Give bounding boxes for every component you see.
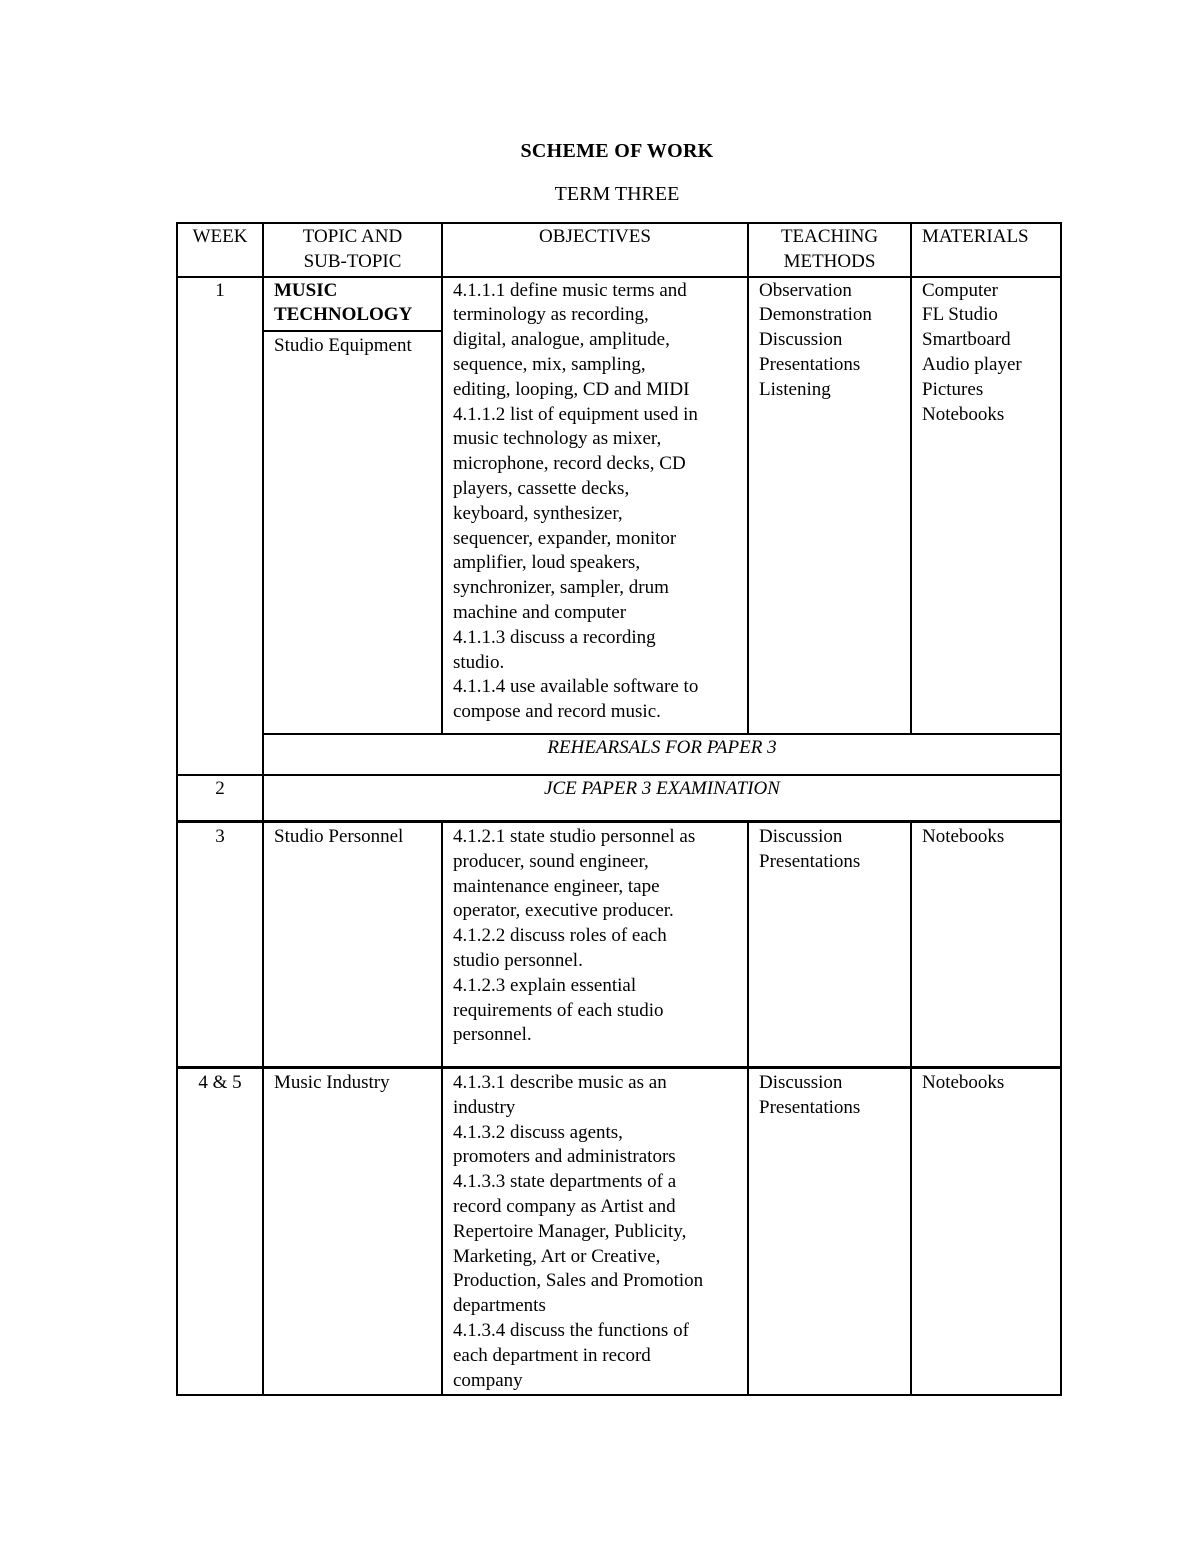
cell-line: 4.1.2.1 state studio personnel as [453, 825, 696, 847]
document-subtitle: TERM THREE [554, 183, 680, 205]
cell-line: 4.1.1.2 list of equipment used in [453, 403, 698, 425]
header-objectives: OBJECTIVES [442, 223, 748, 277]
cell-line: Presentations [759, 850, 861, 872]
header-topic [263, 223, 442, 277]
document-title: SCHEME OF WORK [520, 140, 714, 162]
cell-line: keyboard, synthesizer, [453, 502, 623, 524]
scheme-table [176, 222, 1062, 1396]
cell-line: company [453, 1369, 523, 1391]
cell-line: Discussion [759, 329, 843, 351]
header-methods-line1: TEACHING [780, 226, 879, 247]
cell-line: Listening [759, 378, 831, 400]
cell-line: personnel. [453, 1024, 532, 1046]
cell-line: each department in record [453, 1344, 651, 1366]
cell-line: Discussion [759, 825, 843, 847]
cell-line: 4.1.2.3 explain essential [453, 974, 637, 996]
header-methods-line2: METHODS [783, 250, 876, 272]
rehearsals-row [177, 734, 1061, 775]
methods-cell [748, 821, 911, 1067]
objectives-cell [442, 1067, 748, 1395]
cell-line: requirements of each studio [453, 999, 664, 1021]
materials-cell [911, 1067, 1061, 1395]
exam-note: JCE PAPER 3 EXAMINATION [263, 775, 1061, 822]
header-materials: MATERIALS [911, 223, 1061, 277]
table-row [177, 821, 1061, 1067]
cell-line: 4.1.2.2 discuss roles of each [453, 925, 667, 947]
cell-line: Production, Sales and Promotion [453, 1270, 704, 1292]
cell-line: maintenance engineer, tape [453, 875, 660, 897]
cell-line: record company as Artist and [453, 1195, 676, 1217]
table-row [177, 1067, 1061, 1395]
cell-line: compose and record music. [453, 701, 661, 723]
header-topic-line2: SUB-TOPIC [303, 250, 402, 272]
cell-line: Marketing, Art or Creative, [453, 1245, 661, 1267]
cell-line: promoters and administrators [453, 1146, 676, 1168]
cell-line: sequencer, expander, monitor [453, 527, 677, 549]
header-topic-line1: TOPIC AND [302, 226, 403, 247]
cell-line: producer, sound engineer, [453, 850, 649, 872]
topic-title-line1: MUSIC [274, 279, 338, 301]
cell-line: Presentations [759, 353, 861, 375]
cell-line: 4.1.3.1 describe music as an [453, 1071, 667, 1093]
topic-cell: Music Industry [263, 1067, 442, 1395]
exam-row [177, 775, 1061, 822]
cell-line: amplifier, loud speakers, [453, 552, 641, 574]
cell-line: industry [453, 1096, 516, 1118]
cell-line: 4.1.3.3 state departments of a [453, 1171, 677, 1193]
cell-line: departments [453, 1295, 546, 1317]
cell-line: 4.1.1.4 use available software to [453, 676, 699, 698]
rehearsals-note: REHEARSALS FOR PAPER 3 [263, 734, 1061, 775]
cell-line: FL Studio [922, 304, 998, 326]
table-row [177, 277, 1061, 734]
header-row [177, 223, 1061, 277]
cell-line: Notebooks [922, 825, 1005, 847]
materials-cell [911, 277, 1061, 734]
methods-cell [748, 1067, 911, 1395]
objectives-cell [442, 821, 748, 1067]
topic-title-line2: TECHNOLOGY [274, 304, 413, 326]
header-methods [748, 223, 911, 277]
cell-line: sequence, mix, sampling, [453, 353, 646, 375]
cell-line: microphone, record decks, CD [453, 453, 686, 475]
topic-cell [263, 277, 442, 734]
header-week: WEEK [177, 223, 263, 277]
cell-line: editing, looping, CD and MIDI [453, 378, 690, 400]
cell-line: Observation [759, 279, 852, 301]
cell-line: digital, analogue, amplitude, [453, 329, 670, 351]
week-cell: 1 [177, 277, 263, 775]
cell-line: operator, executive producer. [453, 900, 674, 922]
cell-line: studio personnel. [453, 949, 583, 971]
cell-line: studio. [453, 651, 505, 673]
cell-line: Audio player [922, 353, 1022, 375]
subtopic: Studio Equipment [274, 335, 412, 357]
methods-cell [748, 277, 911, 734]
objectives-cell [442, 277, 748, 734]
cell-line: Discussion [759, 1071, 843, 1093]
week-cell: 4 & 5 [177, 1067, 263, 1395]
cell-line: 4.1.1.3 discuss a recording [453, 626, 656, 648]
cell-line: 4.1.3.2 discuss agents, [453, 1121, 623, 1143]
cell-line: 4.1.1.1 define music terms and [453, 279, 687, 301]
cell-line: synchronizer, sampler, drum [453, 577, 669, 599]
cell-line: Smartboard [922, 329, 1011, 351]
cell-line: Notebooks [922, 403, 1005, 425]
week-cell: 2 [177, 775, 263, 822]
cell-line: Pictures [922, 378, 984, 400]
cell-line: music technology as mixer, [453, 428, 662, 450]
week-cell: 3 [177, 821, 263, 1067]
cell-line: terminology as recording, [453, 304, 649, 326]
materials-cell [911, 821, 1061, 1067]
cell-line: Notebooks [922, 1071, 1005, 1093]
cell-line: 4.1.3.4 discuss the functions of [453, 1319, 689, 1341]
cell-line: Demonstration [759, 304, 872, 326]
cell-line: Presentations [759, 1096, 861, 1118]
topic-cell: Studio Personnel [263, 821, 442, 1067]
cell-line: Computer [922, 279, 998, 301]
cell-line: players, cassette decks, [453, 477, 630, 499]
cell-line: Repertoire Manager, Publicity, [453, 1220, 687, 1242]
cell-line: machine and computer [453, 601, 627, 623]
